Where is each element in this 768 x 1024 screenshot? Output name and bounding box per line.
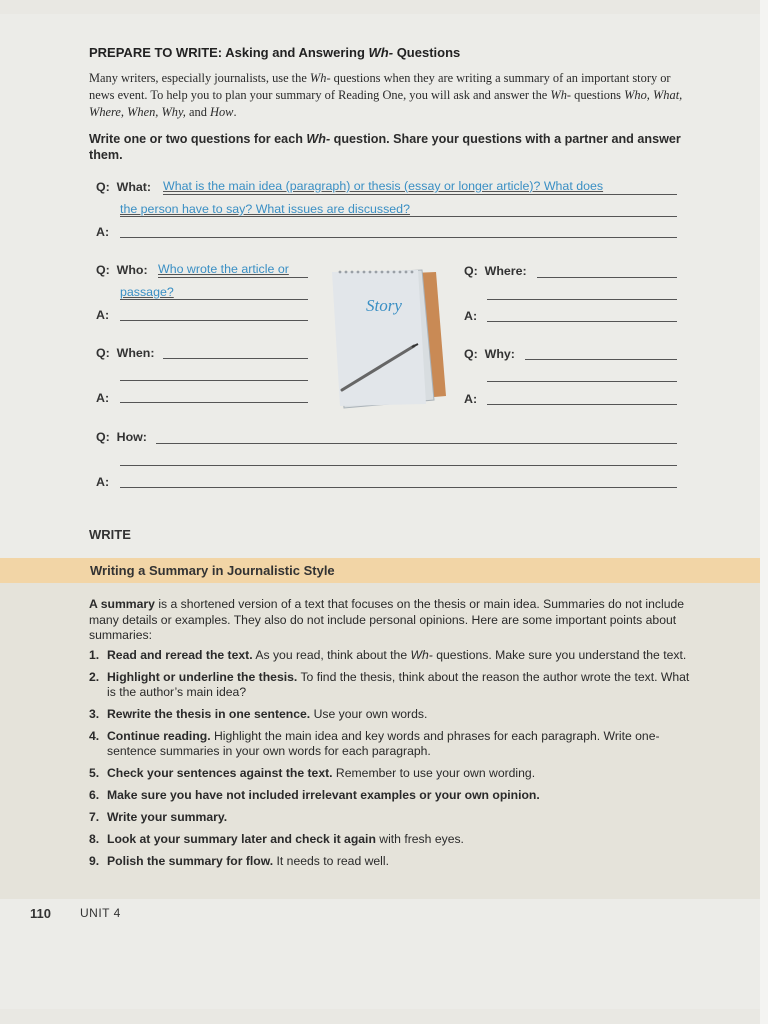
what-a-line xyxy=(120,237,677,238)
where-line2 xyxy=(487,299,677,300)
where-a-label: A: xyxy=(464,309,478,323)
page-number: 110 xyxy=(30,906,51,921)
why-line1 xyxy=(525,359,677,360)
when-question: Q: When: xyxy=(96,346,155,360)
list-item: 3. Rewrite the thesis in one sentence. Use your own words. xyxy=(89,707,428,721)
what-line2 xyxy=(120,216,677,217)
who-answer-line2: passage? xyxy=(120,285,174,299)
when-line2 xyxy=(120,380,308,381)
how-a-label: A: xyxy=(96,475,110,489)
how-question: Q: How: xyxy=(96,430,147,444)
list-item: 1. Read and reread the text. As you read, think about the Wh- questions. Make sure you understand the text. xyxy=(89,648,687,662)
what-line1 xyxy=(163,194,677,195)
who-question: Q: Who: xyxy=(96,263,148,277)
how-a-line xyxy=(120,487,677,488)
list-item: 2. Highlight or underline the thesis. To find the thesis, think about the reason the author wrote the text. What is the author’s main idea? xyxy=(89,670,690,699)
why-a-label: A: xyxy=(464,392,478,406)
page-edge xyxy=(760,0,768,1024)
prepare-heading: PREPARE TO WRITE: Asking and Answering Wh- Questions xyxy=(89,45,461,60)
when-line1 xyxy=(163,358,308,359)
summary-steps-list xyxy=(89,648,697,876)
where-a-line xyxy=(487,321,677,322)
write-heading: WRITE xyxy=(89,527,131,542)
where-line1 xyxy=(537,277,677,278)
how-line1 xyxy=(156,443,677,444)
list-item: 4. Continue reading. Highlight the main idea and key words and phrases for each paragraph. Write one-sentence summaries in your own words for each paragraph. xyxy=(89,729,660,758)
how-line2 xyxy=(120,465,677,466)
instructions: Write one or two questions for each Wh- question. Share your questions with a partner and answer them. xyxy=(89,132,681,162)
who-a-label: A: xyxy=(96,308,110,322)
unit-label: UNIT 4 xyxy=(80,906,121,920)
why-a-line xyxy=(487,404,677,405)
where-question: Q: Where: xyxy=(464,264,527,278)
who-answer-line1: Who wrote the article or xyxy=(158,262,289,276)
list-item: 7. Write your summary. xyxy=(89,810,228,824)
list-item: 8. Look at your summary later and check it again with fresh eyes. xyxy=(89,832,464,846)
what-answer-line1: What is the main idea (paragraph) or thesis (essay or longer article)? What does xyxy=(163,179,604,193)
band-title: Writing a Summary in Journalistic Style xyxy=(90,563,335,578)
story-label: Story xyxy=(366,296,402,315)
who-line1 xyxy=(158,277,308,278)
what-question: Q: What: xyxy=(96,180,152,194)
list-item: 9. Polish the summary for flow. It needs to read well. xyxy=(89,854,389,868)
list-item: 5. Check your sentences against the text. Remember to use your own wording. xyxy=(89,766,536,780)
what-answer-line2: the person have to say? What issues are discussed? xyxy=(120,202,410,216)
who-line2 xyxy=(120,299,308,300)
list-item: 6. Make sure you have not included irrelevant examples or your own opinion. xyxy=(89,788,540,802)
when-a-line xyxy=(120,402,308,403)
why-question: Q: Why: xyxy=(464,347,515,361)
why-line2 xyxy=(487,381,677,382)
who-a-line xyxy=(120,320,308,321)
story-notepad-illustration xyxy=(322,268,448,410)
when-a-label: A: xyxy=(96,391,110,405)
what-a-label: A: xyxy=(96,225,110,239)
summary-definition: A summary is a shortened version of a text that focuses on the thesis or main idea. Summaries do not include many details or examples. They also do not include personal opinions. Here are some important points about summaries: xyxy=(89,597,685,642)
intro-paragraph: Many writers, especially journalists, use the Wh- questions when they are writing a summary of an important story or news event. To help you to plan your summary of Reading One, you will ask and answer the Wh- questions Who, What, Where, When, Why, and How. xyxy=(89,71,683,119)
